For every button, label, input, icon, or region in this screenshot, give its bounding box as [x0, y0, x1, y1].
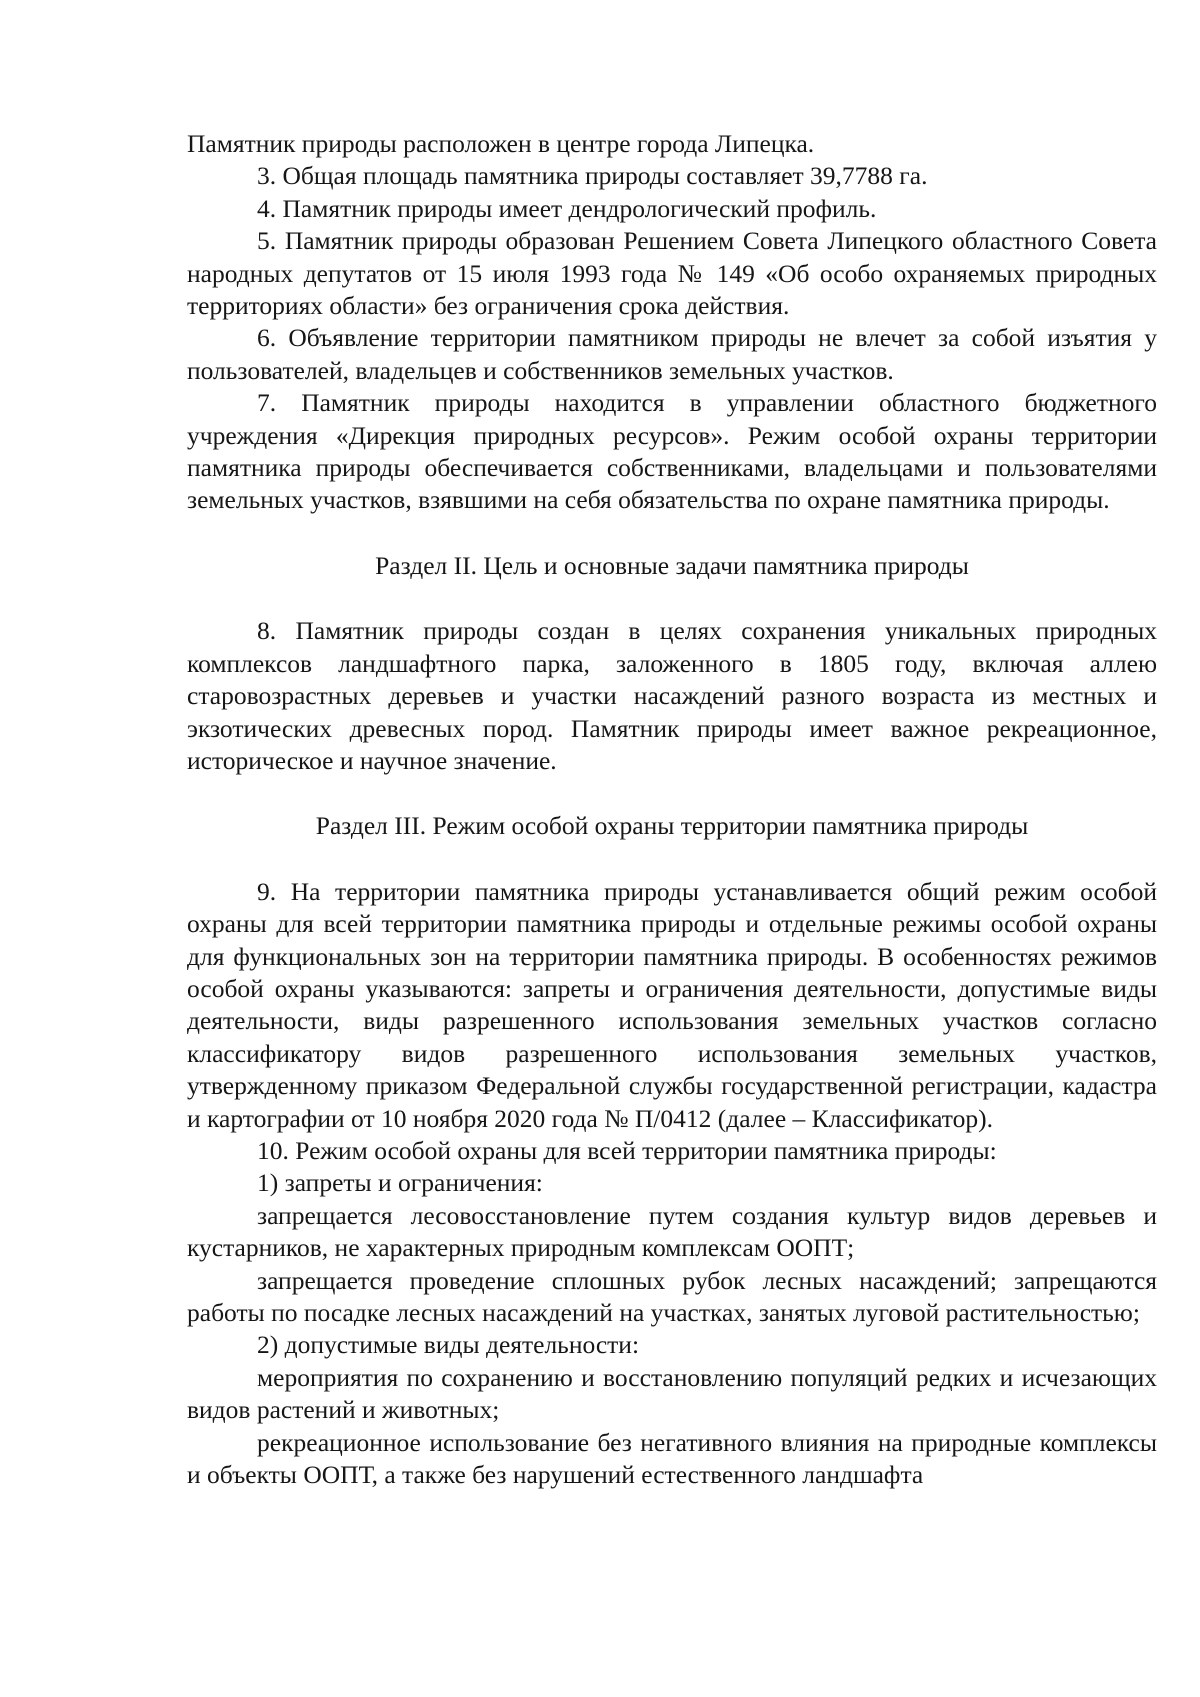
- paragraph-item-7: 7. Памятник природы находится в управлении областного бюджетного учреждения «Дирекция природных ресурсов». Режим особой охраны территории памятника природы обеспечивается собственниками, владельцами и пользователями земельных участков, взявшими на себя обязательства по охране памятника природы.: [187, 388, 1157, 515]
- paragraph-item-9: 9. На территории памятника природы устанавливается общий режим особой охраны для всей территории памятника природы и отдельные режимы особой охраны для функциональных зон на территории памятника природы. В особенностях режимов особой охраны указываются: запреты и ограничения деятельности, допустимые виды деятельности, виды разрешенного использования земельных участков согласно классификатору видов разрешенного использования земельных участков, утвержденному приказом Федеральной службы государственной регистрации, кадастра и картографии от 10 ноября 2020 года № П/0412 (далее – Классификатор).: [187, 876, 1157, 1133]
- document-page: [187, 128, 1157, 1491]
- paragraph-item-10: 10. Режим особой охраны для всей территории памятника природы:: [257, 1135, 997, 1165]
- section-heading-2: Раздел II. Цель и основные задачи памятника природы: [375, 550, 969, 580]
- paragraph-item-6: 6. Объявление территории памятником природы не влечет за собой изъятия у пользователей, владельцев и собственников земельных участков.: [187, 323, 1157, 385]
- subitem-restrictions: 1) запреты и ограничения:: [257, 1168, 543, 1198]
- activity-species-conservation: мероприятия по сохранению и восстановлению популяций редких и исчезающих видов растений и животных;: [187, 1362, 1157, 1425]
- paragraph-item-4: 4. Памятник природы имеет дендрологический профиль.: [257, 193, 877, 223]
- paragraph-item-3: 3. Общая площадь памятника природы составляет 39,7788 га.: [257, 161, 928, 191]
- activity-recreational-use: рекреационное использование без негативного влияния на природные комплексы и объекты ООПТ, а также без нарушений естественного ландшафта: [187, 1427, 1157, 1490]
- paragraph-item-8: 8. Памятник природы создан в целях сохранения уникальных природных комплексов ландшафтного парка, заложенного в 1805 году, включая аллею старовозрастных деревьев и участки насаждений разного возраста из местных и экзотических древесных пород. Памятник природы имеет важное рекреационное, историческое и научное значение.: [187, 616, 1157, 775]
- subitem-allowed-activities: 2) допустимые виды деятельности:: [257, 1330, 640, 1360]
- restriction-reforestation: запрещается лесовосстановление путем создания культур видов деревьев и кустарников, не характерных природным комплексам ООПТ;: [187, 1200, 1157, 1263]
- paragraph-item-5: 5. Памятник природы образован Решением Совета Липецкого областного Совета народных депутатов от 15 июля 1993 года № 149 «Об особо охраняемых природных территориях области» без ограничения срока действия.: [187, 226, 1157, 321]
- paragraph-location: Памятник природы расположен в центре города Липецка.: [187, 129, 815, 158]
- restriction-clear-cutting: запрещается проведение сплошных рубок лесных насаждений; запрещаются работы по посадке лесных насаждений на участках, занятых луговой растительностью;: [187, 1265, 1157, 1327]
- section-heading-3: Раздел III. Режим особой охраны территории памятника природы: [315, 811, 1029, 841]
